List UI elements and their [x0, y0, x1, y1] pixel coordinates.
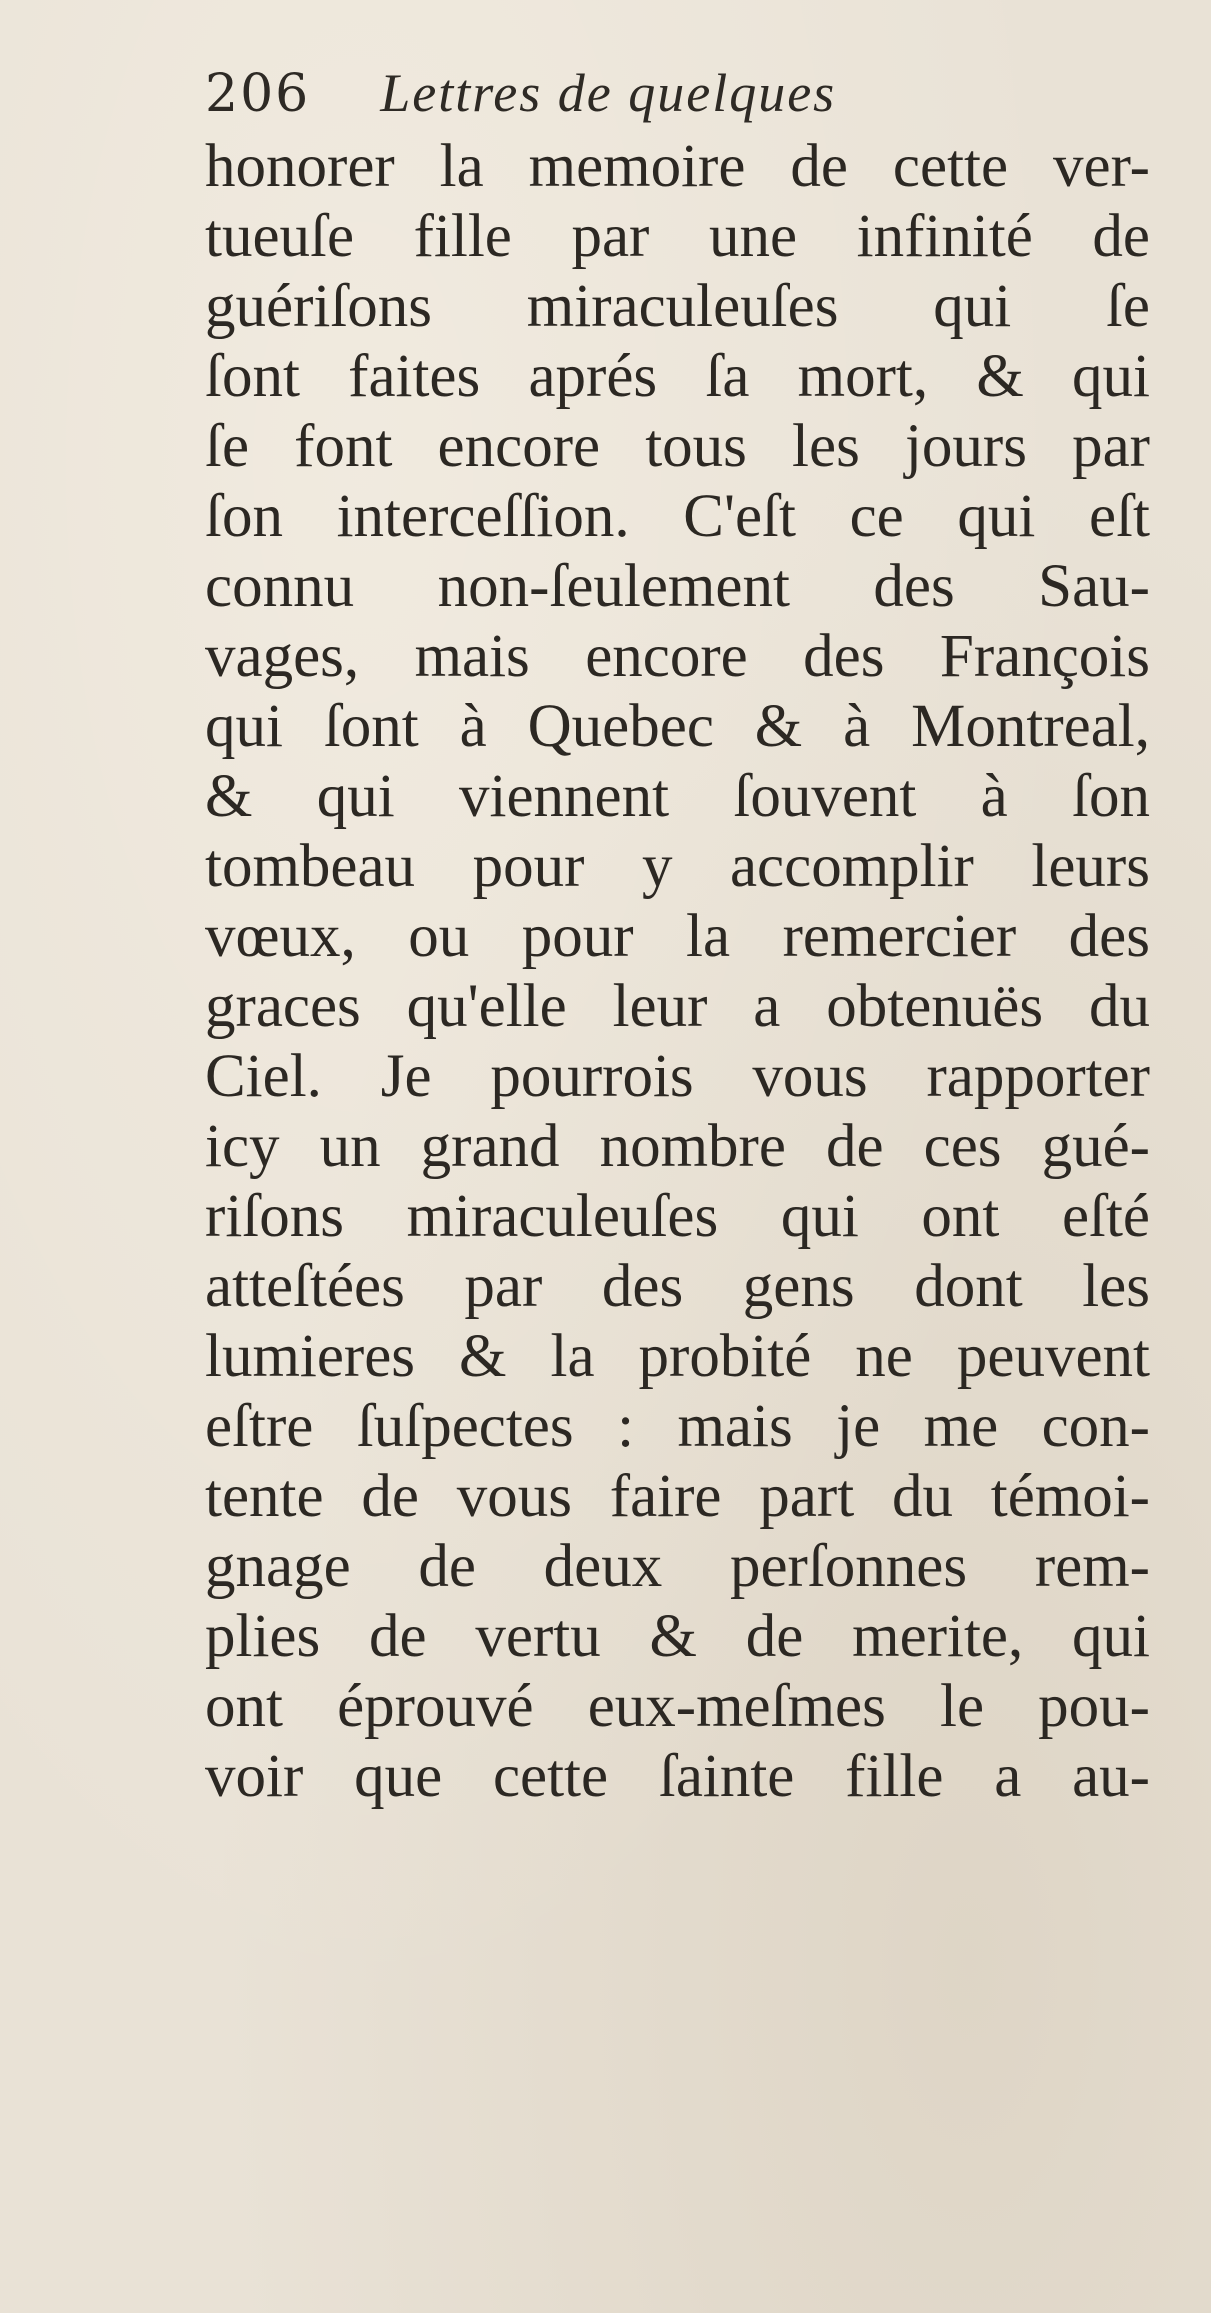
- text-line: qui ſont à Quebec & à Montreal,: [205, 693, 1150, 760]
- text-line: ſon interceſſion. C'eſt ce qui eſt: [205, 483, 1150, 550]
- text-line: vœux, ou pour la remercier des: [205, 903, 1150, 970]
- text-line: connu non-ſeulement des Sau-: [205, 553, 1150, 620]
- text-line: tente de vous faire part du témoi-: [205, 1463, 1150, 1530]
- text-line: ont éprouvé eux-meſmes le pou-: [205, 1673, 1150, 1740]
- text-line: voir que cette ſainte fille a au-: [205, 1743, 1150, 1810]
- text-line: plies de vertu & de merite, qui: [205, 1603, 1150, 1670]
- text-line: ſont faites aprés ſa mort, & qui: [205, 343, 1150, 410]
- text-line: tombeau pour y accomplir leurs: [205, 833, 1150, 900]
- text-line: riſons miraculeuſes qui ont eſté: [205, 1183, 1150, 1250]
- text-line: graces qu'elle leur a obtenuës du: [205, 973, 1150, 1040]
- text-line: lumieres & la probité ne peuvent: [205, 1323, 1150, 1390]
- text-line: icy un grand nombre de ces gué-: [205, 1113, 1150, 1180]
- text-line: vages, mais encore des François: [205, 623, 1150, 690]
- text-line: Ciel. Je pourrois vous rapporter: [205, 1043, 1150, 1110]
- page-header: [205, 62, 836, 132]
- text-line: & qui viennent ſouvent à ſon: [205, 763, 1150, 830]
- text-line: eſtre ſuſpectes : mais je me con-: [205, 1393, 1150, 1460]
- text-line: gnage de deux perſonnes rem-: [205, 1533, 1150, 1600]
- body-text: [205, 132, 1150, 1812]
- text-line: tueuſe fille par une infinité de: [205, 203, 1150, 270]
- text-line: atteſtées par des gens dont les: [205, 1253, 1150, 1320]
- text-line: ſe font encore tous les jours par: [205, 413, 1150, 480]
- running-head: Lettres de quelques: [380, 63, 837, 123]
- text-line: guériſons miraculeuſes qui ſe: [205, 273, 1150, 340]
- text-line: honorer la memoire de cette ver-: [205, 133, 1150, 200]
- page-number: 206: [205, 64, 311, 124]
